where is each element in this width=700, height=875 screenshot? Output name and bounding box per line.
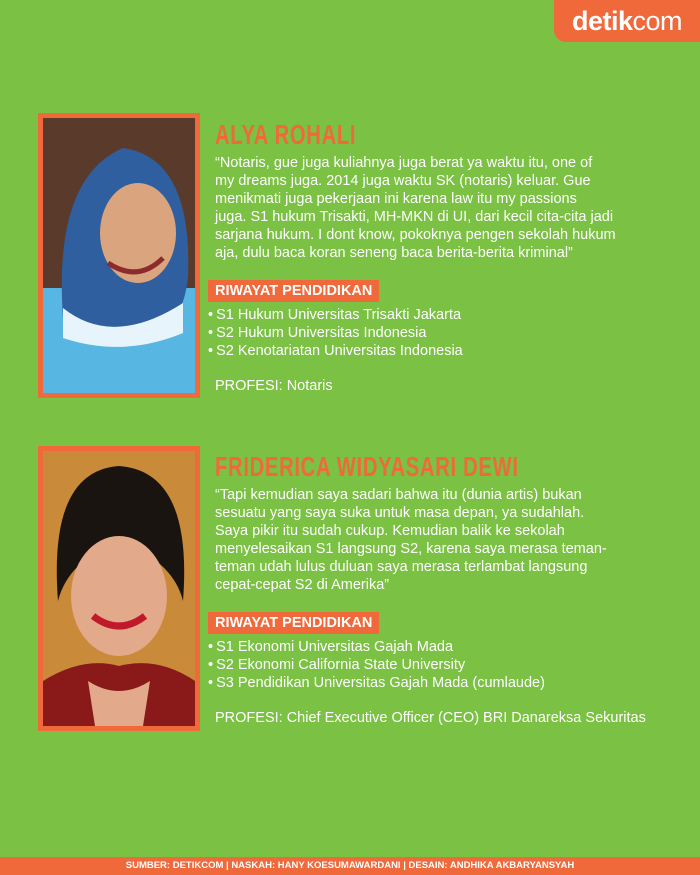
profile-card-friderica — [208, 452, 698, 726]
photo-alya-rohali — [43, 118, 195, 393]
education-item: • S1 Hukum Universitas Trisakti Jakarta — [208, 306, 698, 324]
profile-quote — [215, 486, 698, 594]
education-item: • S2 Kenotariatan Universitas Indonesia — [208, 342, 698, 360]
education-item: • S2 Ekonomi California State University — [208, 656, 698, 674]
photo-frame-friderica — [38, 446, 200, 731]
profile-name: ALYA ROHALI — [215, 119, 357, 150]
education-item: • S1 Ekonomi Universitas Gajah Mada — [208, 638, 698, 656]
quote-line: my dreams juga. 2014 juga waktu SK (notaris) keluar. Gue — [215, 173, 591, 189]
quote-line: menikmati juga pekerjaan ini karena law itu my passions — [215, 191, 577, 207]
quote-line: aja, dulu baca koran seneng baca berita-berita kriminal” — [215, 245, 573, 261]
quote-line: Saya pikir itu sudah cukup. Kemudian balik ke sekolah — [215, 523, 565, 539]
photo-friderica-widyasari-dewi — [43, 451, 195, 726]
logo-bold: detik — [571, 5, 633, 36]
education-label: RIWAYAT PENDIDIKAN — [208, 280, 379, 302]
education-list — [208, 638, 698, 692]
profession: PROFESI: Notaris — [215, 378, 333, 394]
detikcom-logo — [554, 0, 700, 42]
photo-frame-alya — [38, 113, 200, 398]
quote-line: sarjana hukum. I dont know, pokoknya pengen sekolah hukum — [215, 227, 616, 243]
education-item: • S2 Hukum Universitas Indonesia — [208, 324, 698, 342]
quote-line: sesuatu yang saya suka untuk masa depan, ya sudahlah. — [215, 505, 585, 521]
education-item: • S3 Pendidikan Universitas Gajah Mada (cumlaude) — [208, 674, 698, 692]
quote-line: “Tapi kemudian saya sadari bahwa itu (dunia artis) bukan — [215, 487, 582, 503]
profile-quote — [215, 154, 698, 262]
education-list — [208, 306, 698, 360]
profile-card-alya — [208, 120, 698, 394]
quote-line: menyelesaikan S1 langsung S2, karena saya merasa teman- — [215, 541, 607, 557]
education-label: RIWAYAT PENDIDIKAN — [208, 612, 379, 634]
logo-light: com — [632, 5, 683, 36]
profile-name: FRIDERICA WIDYASARI DEWI — [215, 451, 519, 482]
quote-line: “Notaris, gue juga kuliahnya juga berat ya waktu itu, one of — [215, 155, 593, 171]
quote-line: teman udah lulus duluan saya merasa terlambat langsung — [215, 559, 588, 575]
quote-line: cepat-cepat S2 di Amerika” — [215, 577, 390, 593]
profession: PROFESI: Chief Executive Officer (CEO) BRI Danareksa Sekuritas — [215, 710, 646, 726]
credits-footer: SUMBER: DETIKCOM | NASKAH: HANY KOESUMAWARDANI | DESAIN: ANDHIKA AKBARYANSYAH — [0, 857, 700, 875]
quote-line: juga. S1 hukum Trisakti, MH-MKN di UI, dari kecil cita-cita jadi — [215, 209, 614, 225]
